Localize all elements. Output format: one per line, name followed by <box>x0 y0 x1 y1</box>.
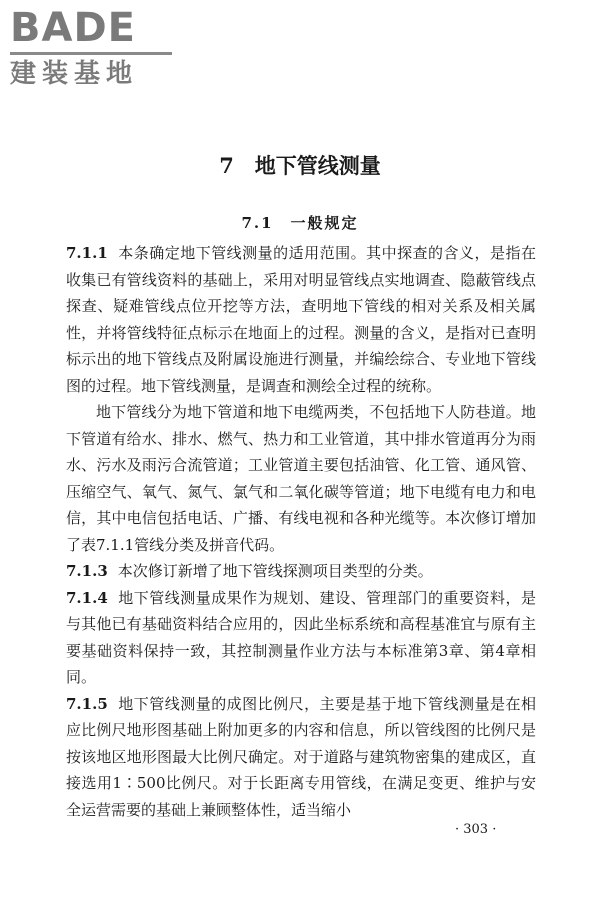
logo-wordmark: BADE <box>10 5 136 51</box>
clause-7-1-3 <box>66 558 536 585</box>
chapter-title: 7 地下管线测量 <box>219 153 381 178</box>
clause-7-1-4 <box>66 585 536 691</box>
logo-subtitle: 建装基地 <box>10 59 139 89</box>
clause-7-1-1 <box>66 240 536 399</box>
clause-text: 本次修订新增了地下管线探测项目类型的分类。 <box>117 562 433 580</box>
clause-text: 地下管线测量成果作为规划、建设、管理部门的重要资料，是与其他已有基础资料结合应用的，因此坐标系统和高程基准宜与原有主要基础资料保持一致，其控制测量作业方法与本标准第3章、第4章相同。 <box>66 588 536 686</box>
logo-rule <box>10 52 172 55</box>
clause-number: 7.1.5 <box>66 694 108 713</box>
clause-number: 7.1.4 <box>66 588 108 607</box>
clause-number: 7.1.3 <box>66 562 108 580</box>
clause-7-1-1-paragraph-2: 地下管线分为地下管道和地下电缆两类，不包括地下人防巷道。地下管道有给水、排水、燃气、热力和工业管道，其中排水管道再分为雨水、污水及雨污合流管道；工业管道主要包括油管、化工管、通风管、压缩空气、氧气、氮气、氯气和二氧化碳等管道；地下电缆有电力和电信，其中电信包括电话、广播、有线电视和各种光缆等。本次修订增加了表7.1.1管线分类及拼音代码。 <box>66 403 536 554</box>
clause-number: 7.1.1 <box>66 244 108 262</box>
body-text <box>66 240 536 823</box>
brand-logo <box>10 6 180 89</box>
clause-text: 本条确定地下管线测量的适用范围。其中探查的含义，是指在收集已有管线资料的基础上，采用对明显管线点实地调查、隐蔽管线点探查、疑难管线点位开挖等方法，查明地下管线的相对关系及相关属性，并将管线特征点标示在地面上的过程。测量的含义，是指对已查明标示出的地下管线点及附属设施进行测量，并编绘综合、专业地下管线图的过程。地下管线测量，是调查和测绘全过程的统称。 <box>66 244 536 395</box>
clause-text: 地下管线测量的成图比例尺，主要是基于地下管线测量是在相应比例尺地形图基础上附加更多的内容和信息，所以管线图的比例尺是按该地区地形图最大比例尺确定。对于道路与建筑物密集的建成区，直接选用1∶500比例尺。对于长距离专用管线，在满足变更、维护与安全运营需要的基础上兼顾整体性，适当缩小 <box>66 694 536 819</box>
page-number: · 303 · <box>455 822 497 837</box>
clause-7-1-5 <box>66 691 536 824</box>
section-title: 7.1 一般规定 <box>241 214 359 232</box>
